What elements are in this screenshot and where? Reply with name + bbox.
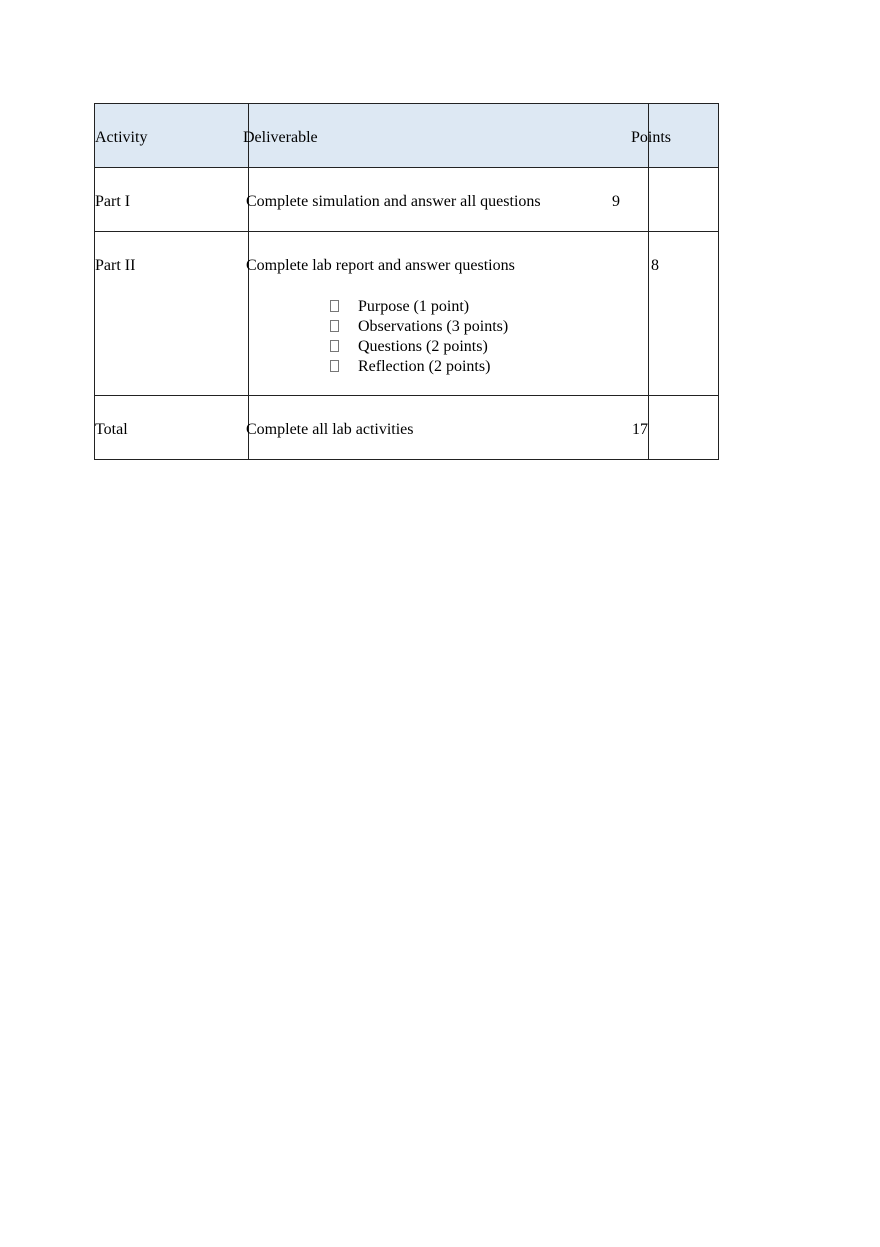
header-points: Points: [631, 129, 672, 146]
grading-table: [94, 103, 719, 460]
row-part1-points: 9: [612, 193, 620, 210]
list-item: [330, 317, 508, 337]
list-item-label: Purpose (1 point): [358, 298, 470, 315]
part2-checklist: [330, 297, 508, 377]
table-border-left: [94, 103, 95, 460]
list-item-label: Observations (3 points): [358, 318, 509, 335]
table-border-top: [94, 103, 719, 104]
list-item-label: Reflection (2 points): [358, 358, 491, 375]
list-item: [330, 337, 508, 357]
table-border-right: [718, 103, 719, 460]
table-border-bottom: [94, 459, 719, 460]
row-part2-activity: Part II: [95, 257, 136, 274]
list-item: [330, 297, 508, 317]
list-item: [330, 357, 508, 377]
row-total-activity: Total: [95, 421, 128, 438]
table-row-divider: [94, 231, 719, 232]
header-activity: Activity: [95, 129, 148, 146]
table-row-divider: [94, 167, 719, 168]
row-part2-deliverable: Complete lab report and answer questions: [246, 257, 515, 274]
table-column-divider: [248, 103, 249, 460]
table-column-divider: [648, 103, 649, 460]
table-row-divider: [94, 395, 719, 396]
checkbox-bullet-icon: [330, 300, 339, 312]
header-deliverable: Deliverable: [243, 129, 318, 146]
list-item-label: Questions (2 points): [358, 338, 488, 355]
row-part1-deliverable: Complete simulation and answer all questions: [246, 193, 541, 210]
checkbox-bullet-icon: [330, 340, 339, 352]
table-header-background: [95, 104, 718, 168]
row-part2-points: 8: [651, 257, 659, 274]
checkbox-bullet-icon: [330, 360, 339, 372]
row-total-points: 17: [632, 421, 648, 438]
row-total-deliverable: Complete all lab activities: [246, 421, 414, 438]
checkbox-bullet-icon: [330, 320, 339, 332]
row-part1-activity: Part I: [95, 193, 131, 210]
